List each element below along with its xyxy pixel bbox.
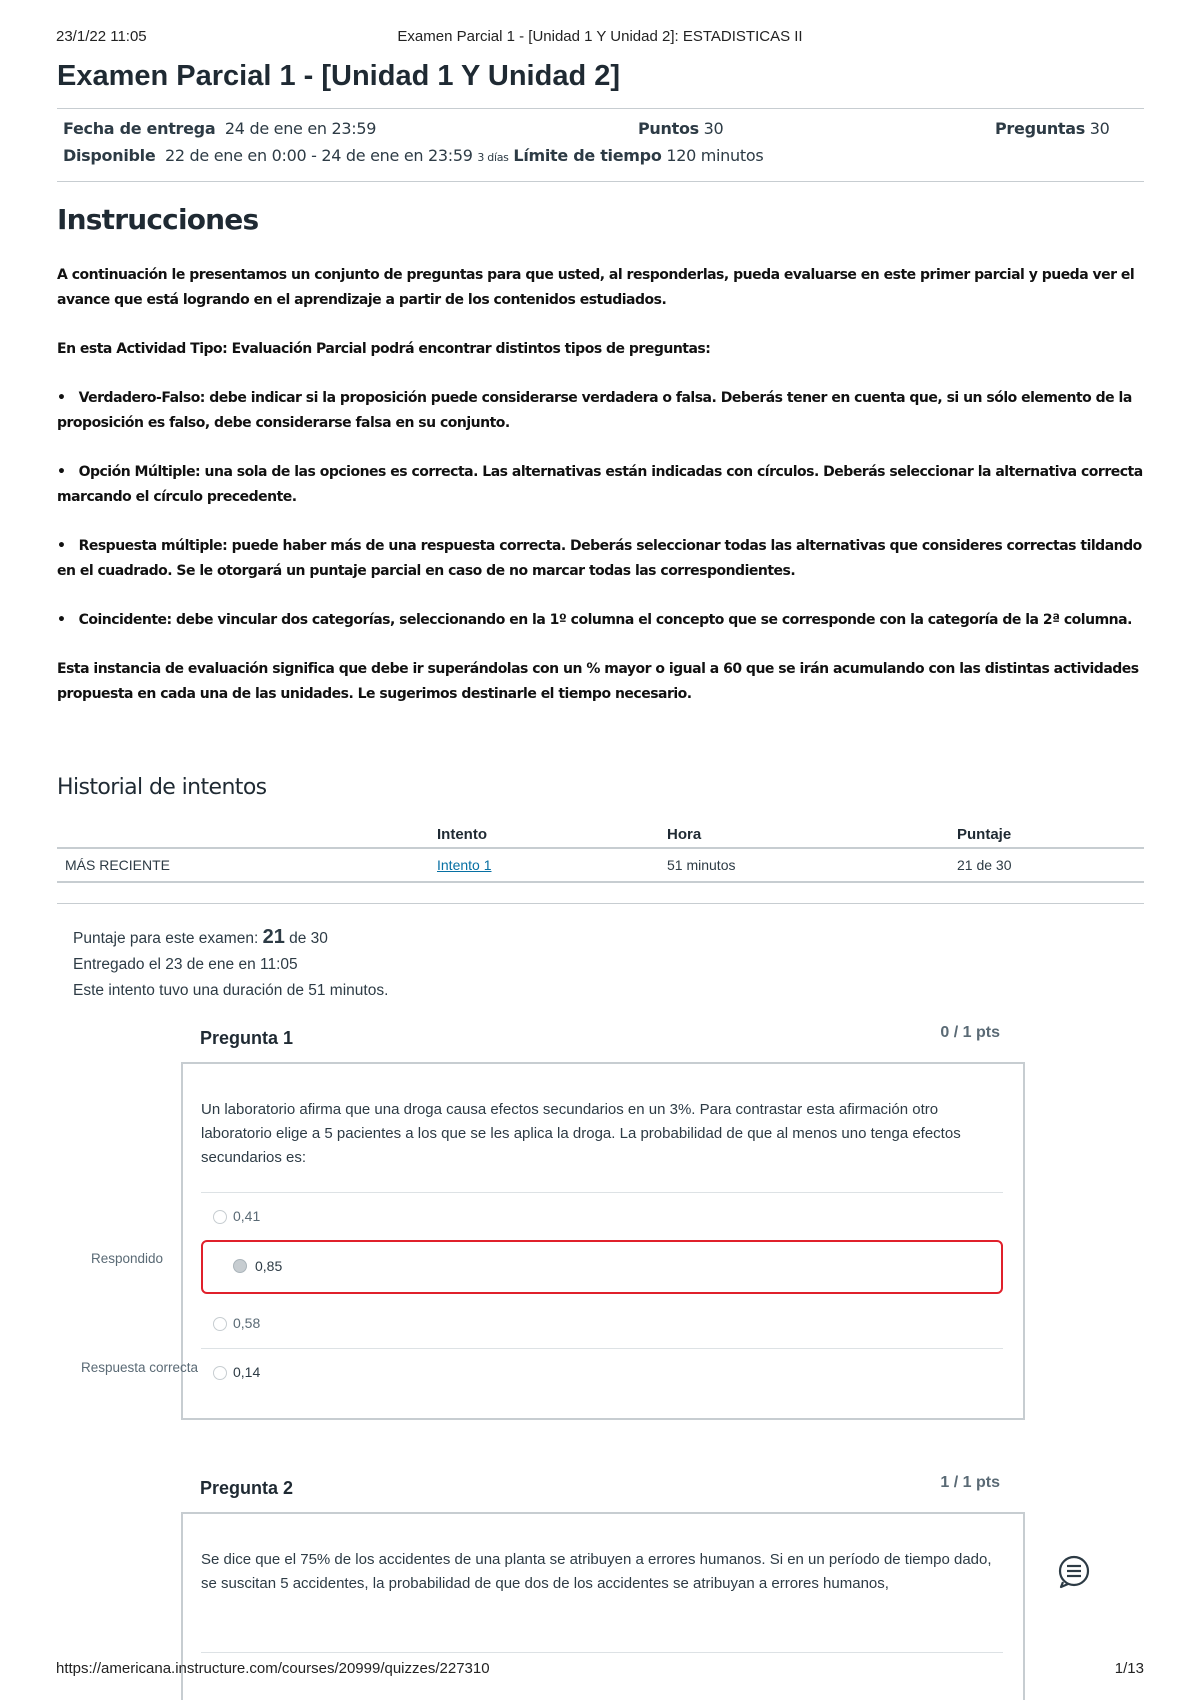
question-2-name: Pregunta 2 — [200, 1478, 294, 1498]
score-line — [73, 924, 388, 952]
question-1-box — [181, 1062, 1025, 1420]
question-1-header — [200, 1024, 1000, 1054]
radio-button[interactable] — [213, 1366, 227, 1380]
answered-label: Respondido — [91, 1251, 164, 1266]
question-2-header — [200, 1474, 1000, 1504]
questions-value: 30 — [1089, 119, 1110, 138]
table-row — [57, 848, 1144, 882]
availability — [63, 146, 763, 165]
print-footer — [56, 1660, 1144, 1680]
print-title: Examen Parcial 1 - [Unidad 1 Y Unidad 2]: ESTADISTICAS II — [397, 28, 803, 45]
bullet-text: debe vincular dos categorías, seleccionando en la 1º columna el concepto que se corresponde con la categoría de la 2ª columna. — [171, 612, 1132, 628]
instructions-paragraph: Esta instancia de evaluación significa que debe ir superándolas con un % mayor o igual a 60 que se irán acumulando con las distintas actividades propuesta en cada una de las unidades. Le sugerimos destinarle el tiempo necesario. — [57, 661, 1139, 702]
time-limit-label: Límite de tiempo — [513, 146, 662, 165]
divider — [57, 903, 1144, 904]
divider — [57, 108, 1144, 109]
answer-option[interactable] — [201, 1193, 1003, 1241]
radio-button[interactable] — [213, 1317, 227, 1331]
instructions-heading: Instrucciones — [57, 203, 259, 236]
print-url: https://americana.instructure.com/courses/20999/quizzes/227310 — [56, 1660, 490, 1677]
instr-emphasis: Evaluación Parcial — [231, 341, 367, 357]
score-value: 21 — [262, 926, 285, 948]
print-page-number: 1/13 — [1114, 1660, 1144, 1677]
answer-option[interactable] — [201, 1300, 1003, 1348]
time-limit-value: 120 minutos — [666, 146, 764, 165]
bullet-label: Coincidente: — [78, 612, 172, 628]
history-col-score: Puntaje — [957, 820, 1144, 848]
instructions-bullet: • Coincidente: debe vincular dos categorías, seleccionando en la 1º columna el concepto que se corresponde con la categoría de la 2ª columna. — [57, 612, 1132, 628]
print-header — [56, 28, 1144, 48]
divider — [57, 181, 1144, 182]
history-row-label: MÁS RECIENTE — [57, 848, 437, 882]
available-label: Disponible — [63, 146, 156, 165]
history-row-score: 21 de 30 — [957, 848, 1144, 882]
answer-label: 0,85 — [255, 1258, 283, 1274]
answer-option-correct[interactable] — [201, 1349, 1003, 1397]
instructions-bullet: • Opción Múltiple: una sola de las opciones es correcta. Las alternativas están indicadas con círculos. Deberás seleccionar la alternativa correcta marcando el círculo precedente. — [57, 464, 1143, 505]
bullet-text: puede haber más de una respuesta correcta. Deberás seleccionar todas las alternativas que consideres correctas tildando en el cuadrado. Se le otorgará un puntaje parcial en caso de no marcar todas las correspondientes. — [57, 538, 1142, 579]
instructions-bullet: • Verdadero-Falso: debe indicar si la proposición puede considerarse verdadera o falsa. Deberás tener en cuenta que, si un sólo elemento de la proposición es falso, debe considerarse falsa en su conjunto. — [57, 390, 1132, 431]
instructions-paragraph — [57, 337, 1144, 362]
answer-divider — [201, 1652, 1003, 1653]
due-date — [63, 119, 376, 138]
bullet-text: una sola de las opciones es correcta. Las alternativas están indicadas con círculos. Deberás seleccionar la alternativa correcta marcando el círculo precedente. — [57, 464, 1143, 505]
correct-answer-label: Respuesta correcta — [81, 1360, 199, 1375]
answer-label: 0,14 — [233, 1364, 261, 1380]
questions-label: Preguntas — [995, 119, 1085, 138]
duration-line: Este intento tuvo una duración de 51 minutos. — [73, 982, 389, 999]
history-header-row — [57, 820, 1144, 848]
history-col-attempt: Intento — [437, 820, 667, 848]
instr-text: podrá encontrar distintos tipos de preguntas: — [366, 341, 711, 357]
score-pre: Puntaje para este examen: — [73, 930, 263, 947]
page-title: Examen Parcial 1 - [Unidad 1 Y Unidad 2] — [57, 60, 621, 92]
submitted-line: Entregado el 23 de ene en 11:05 — [73, 956, 298, 973]
due-value: 24 de ene en 23:59 — [224, 119, 377, 138]
instr-text: En esta Actividad Tipo: — [57, 341, 232, 357]
print-date: 23/1/22 11:05 — [56, 28, 147, 45]
attempt-link[interactable]: Intento 1 — [437, 857, 492, 873]
history-table — [57, 820, 1144, 883]
bullet-label: Opción Múltiple: — [78, 464, 201, 480]
points — [638, 119, 723, 138]
questions-count — [995, 119, 1110, 138]
answer-option-selected[interactable] — [201, 1240, 1003, 1294]
score-post: de 30 — [284, 930, 328, 947]
history-row-time: 51 minutos — [667, 848, 957, 882]
points-label: Puntos — [638, 119, 699, 138]
chat-bubble-icon[interactable] — [1057, 1555, 1091, 1589]
answer-label: 0,58 — [233, 1315, 261, 1331]
due-label: Fecha de entrega — [63, 119, 216, 138]
instructions-bullet: • Respuesta múltiple: puede haber más de una respuesta correcta. Deberás seleccionar todas las alternativas que consideres correctas tildando en el cuadrado. Se le otorgará un puntaje parcial en caso de no marcar todas las correspondientes. — [57, 538, 1142, 579]
history-col-empty — [57, 820, 437, 848]
bullet-label: Verdadero-Falso: — [78, 390, 205, 406]
history-heading: Historial de intentos — [57, 775, 267, 800]
bullet-label: Respuesta múltiple: — [78, 538, 228, 554]
points-value: 30 — [703, 119, 724, 138]
question-2-text: Se dice que el 75% de los accidentes de una planta se atribuyen a errores humanos. Si en un período de tiempo dado, se suscitan 5 accidentes, la probabilidad de que dos de los accidentes se atribuyan a errores humanos, — [201, 1551, 992, 1592]
question-2-points: 1 / 1 pts — [940, 1474, 1000, 1491]
answer-label: 0,41 — [233, 1208, 261, 1224]
question-1-points: 0 / 1 pts — [940, 1024, 1000, 1041]
available-days: 3 días — [477, 151, 509, 164]
instructions-body — [57, 263, 1144, 731]
bullet-text: debe indicar si la proposición puede considerarse verdadera o falsa. Deberás tener en cuenta que, si un sólo elemento de la proposición es falso, debe considerarse falsa en su conjunto. — [57, 390, 1132, 431]
question-1-text: Un laboratorio afirma que una droga causa efectos secundarios en un 3%. Para contrastar esta afirmación otro laboratorio elige a 5 pacientes a los que se les aplica la droga. La probabilidad de que al menos uno tenga efectos secundarios es: — [201, 1101, 961, 1166]
radio-button-checked[interactable] — [233, 1259, 247, 1273]
instructions-paragraph: A continuación le presentamos un conjunto de preguntas para que usted, al responderlas, pueda evaluarse en este primer parcial y pueda ver el avance que está logrando en el aprendizaje a partir de los contenidos estudiados. — [57, 267, 1135, 308]
available-value: 22 de ene en 0:00 - 24 de ene en 23:59 — [164, 146, 473, 165]
attempt-summary — [73, 924, 388, 1004]
question-1-name: Pregunta 1 — [200, 1028, 294, 1048]
history-col-time: Hora — [667, 820, 957, 848]
radio-button[interactable] — [213, 1210, 227, 1224]
